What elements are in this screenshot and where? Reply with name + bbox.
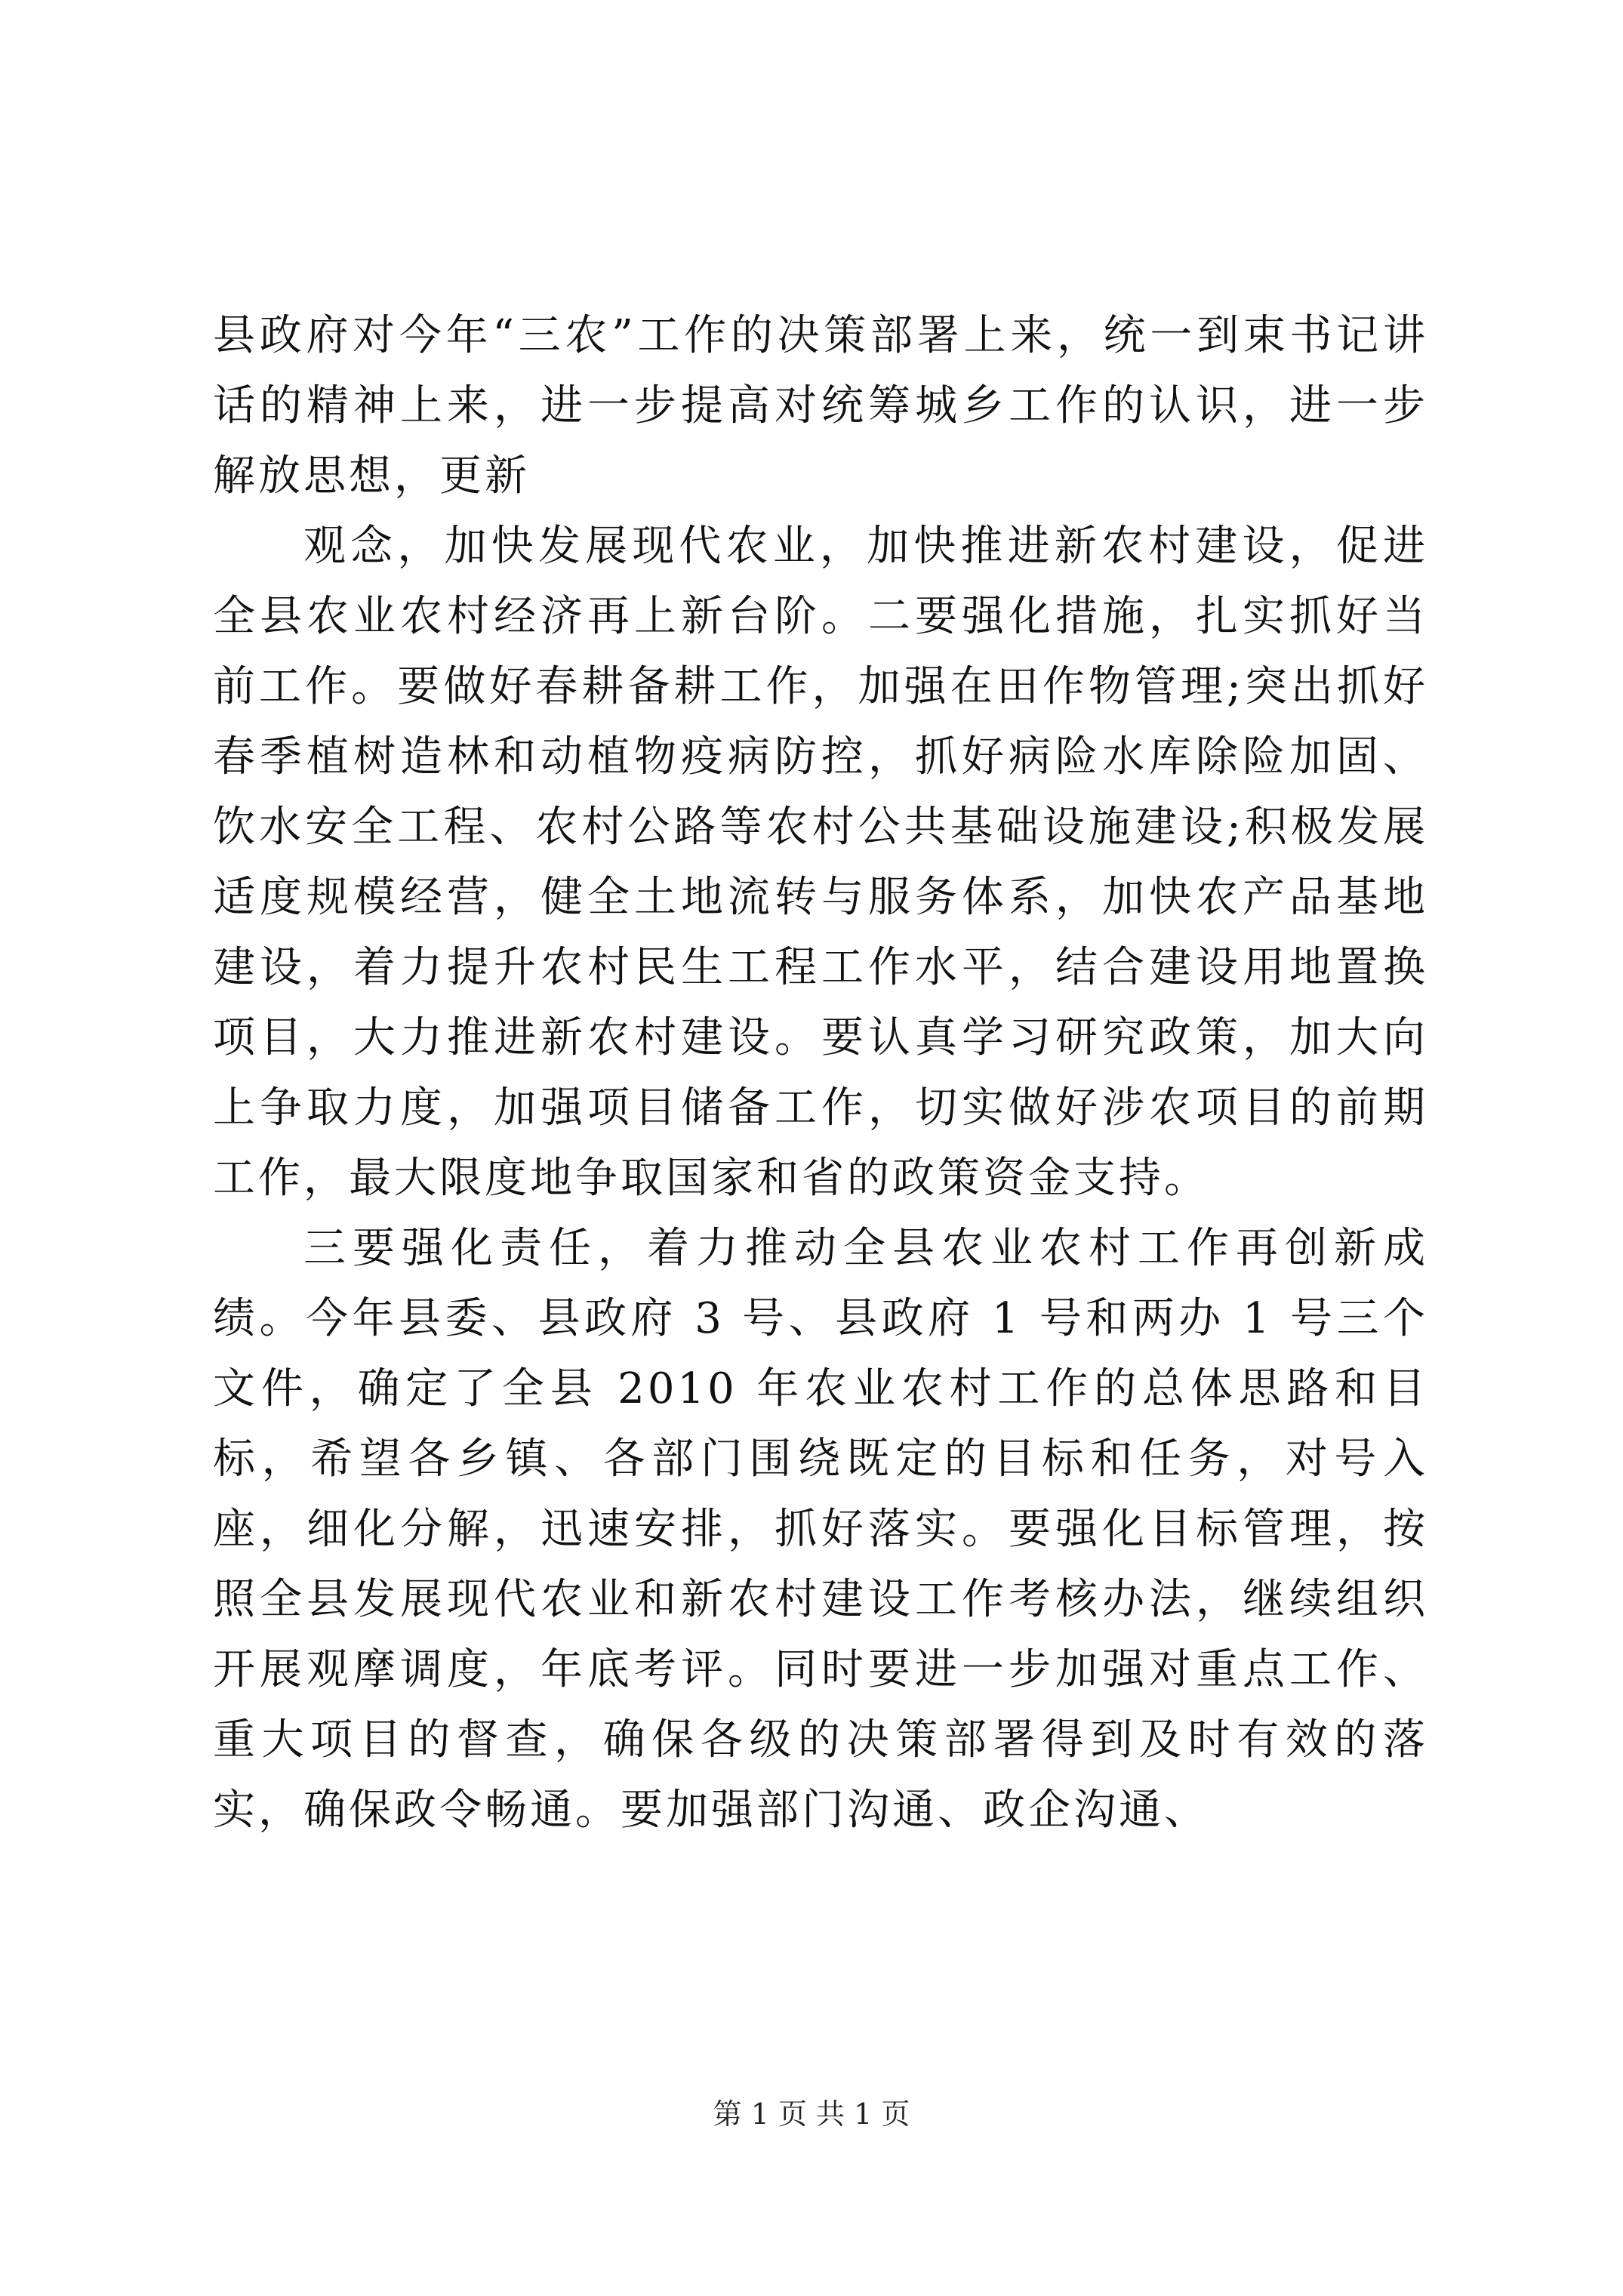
- page-footer: 第 1 页 共 1 页: [713, 2097, 910, 2131]
- paragraph-2: 观念，加快发展现代农业，加快推进新农村建设，促进全县农业农村经济再上新台阶。二要强化措施，扎实抓好当前工作。要做好春耕备耕工作，加强在田作物管理;突出抓好春季植树造林和动植物疫病防控，抓好病险水库除险加固、饮水安全工程、农村公路等农村公共基础设施建设;积极发展适度规模经营，健全土地流转与服务体系，加快农产品基地建设，着力提升农村民生工程工作水平，结合建设用地置换项目，大力推进新农村建设。要认真学习研究政策，加大向上争取力度，加强项目储备工作，切实做好涉农项目的前期工作，最大限度地争取国家和省的政策资金支持。: [213, 522, 1428, 1203]
- paragraph-1: 县政府对今年“三农”工作的决策部署上来，统一到束书记讲话的精神上来，进一步提高对统筹城乡工作的认识，进一步解放思想，更新: [213, 311, 1428, 501]
- document-body: [213, 300, 1428, 1845]
- paragraph-3: 三要强化责任，着力推动全县农业农村工作再创新成绩。今年县委、县政府 3 号、县政府 1 号和两办 1 号三个文件，确定了全县 2010 年农业农村工作的总体思路和目标，希望各乡镇、各部门围绕既定的目标和任务，对号入座，细化分解，迅速安排，抓好落实。要强化目标管理，按照全县发展现代农业和新农村建设工作考核办法，继续组织开展观摩调度，年底考评。同时要进一步加强对重点工作、重大项目的督查，确保各级的决策部署得到及时有效的落实，确保政令畅通。要加强部门沟通、政企沟通、: [213, 1224, 1428, 1835]
